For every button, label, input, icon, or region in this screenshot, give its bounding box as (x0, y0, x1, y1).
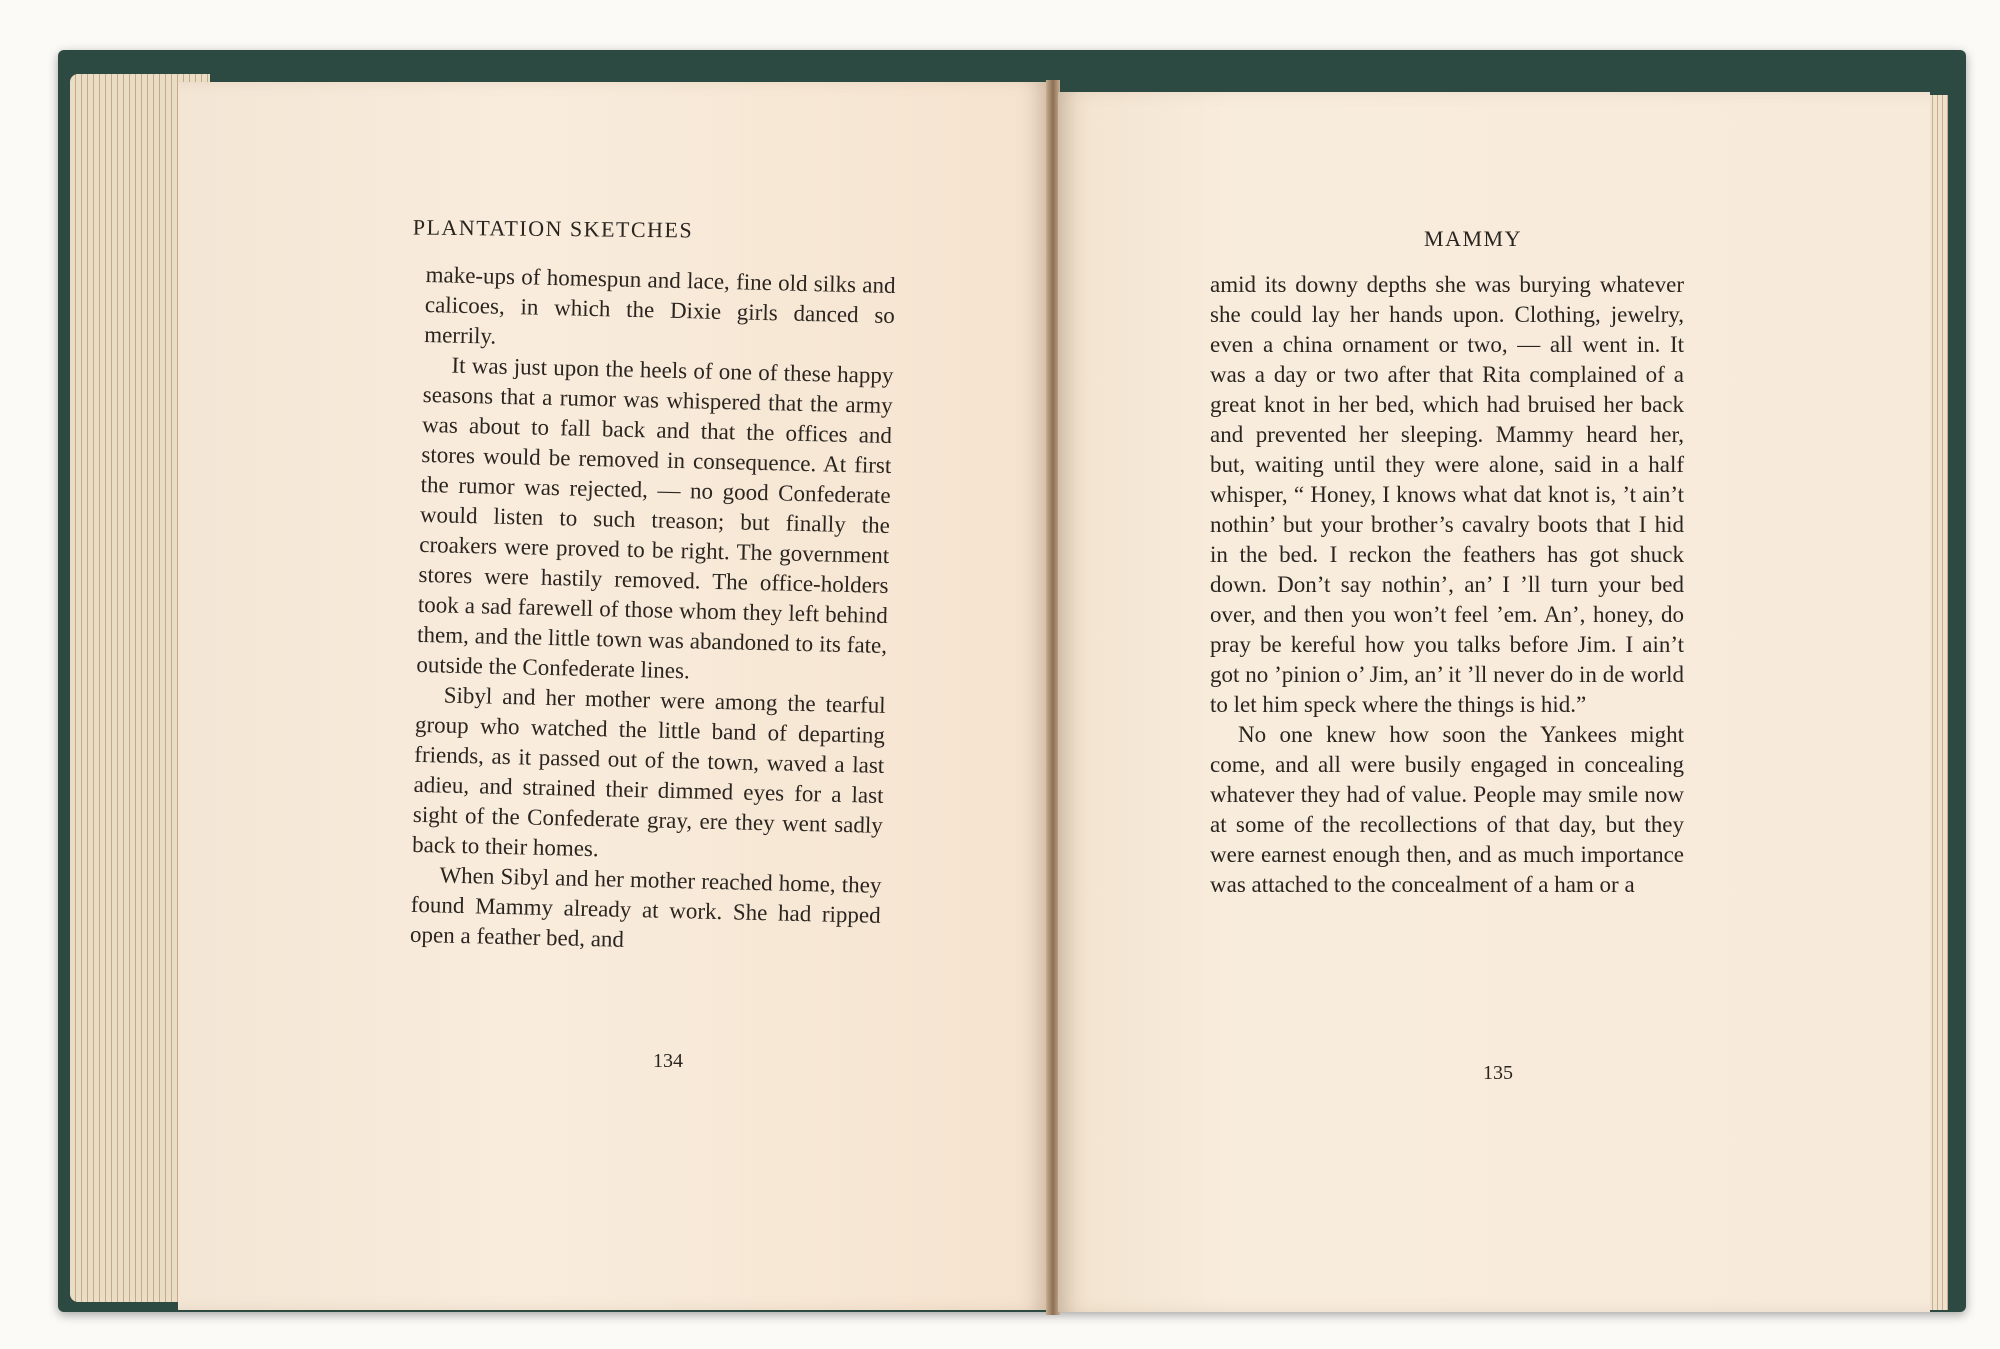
paragraph: No one knew how soon the Yankees might come, and all were busily engaged in concealing whatever they had of value. People may smile now at some of the recollections of that day, but they were earnest enough then, and as much importance was attached to the concealment of a ham or a (1210, 722, 1684, 897)
paragraph: amid its downy depths she was burying whatever she could lay her hands upon. Clothing, jewelry, even a china ornament or two, — all went in. It was a day or two after that Rita complained of a great knot in her bed, which had bruised her back and prevented her sleeping. Mammy heard her, but, waiting until they were alone, said in a half whisper, “ Honey, I knows what dat knot is, ’t ain’t nothin’ but your brother’s cavalry boots that I hid in the bed. I reckon the feathers has got shuck down. Don’t say nothin’, an’ I ’ll turn your bed over, and then you won’t feel ’em. An’, honey, do pray be kereful how you talks before Jim. I ain’t got no ’pinion o’ Jim, an’ it ’ll never do in de world to let him speck where the things is hid.” (1210, 272, 1684, 717)
paragraph: When Sibyl and her mother reached home, they found Mammy already at work. She had ripped open a feather bed, and (409, 862, 882, 952)
paragraph: make-ups of homespun and lace, fine old silks and calicoes, in which the Dixie girls danced so merrily. (423, 261, 896, 349)
left-page (178, 82, 1048, 1310)
page-edges-right (1928, 95, 1948, 1310)
paragraph: It was just upon the heels of one of these happy seasons that a rumor was whispered that the army was about to fall back and that the offices and stores would be removed in consequence. At first the rumor was rejected, — no good Confederate would listen to such treason; but finally the croakers were proved to be right. The government stores were hastily removed. The office-holders took a sad farewell of those whom they left behind them, and the little town was abandoned to its fate, outside the Confederate lines. (416, 352, 894, 684)
paragraph: Sibyl and her mother were among the tearful group who watched the little band of departing friends, as it passed out of the town, waved a last adieu, and strained their dimmed eyes for a last sight of the Confederate gray, ere they went sadly back to their homes. (411, 682, 886, 862)
page-number-right: 135 (1483, 1062, 1513, 1084)
right-page (1058, 92, 1930, 1312)
right-page-text (1210, 270, 1684, 900)
left-page-text (410, 260, 896, 961)
running-head-right: MAMMY (1424, 226, 1522, 251)
running-head-left: PLANTATION SKETCHES (412, 214, 694, 243)
page-number-left: 134 (653, 1050, 683, 1072)
